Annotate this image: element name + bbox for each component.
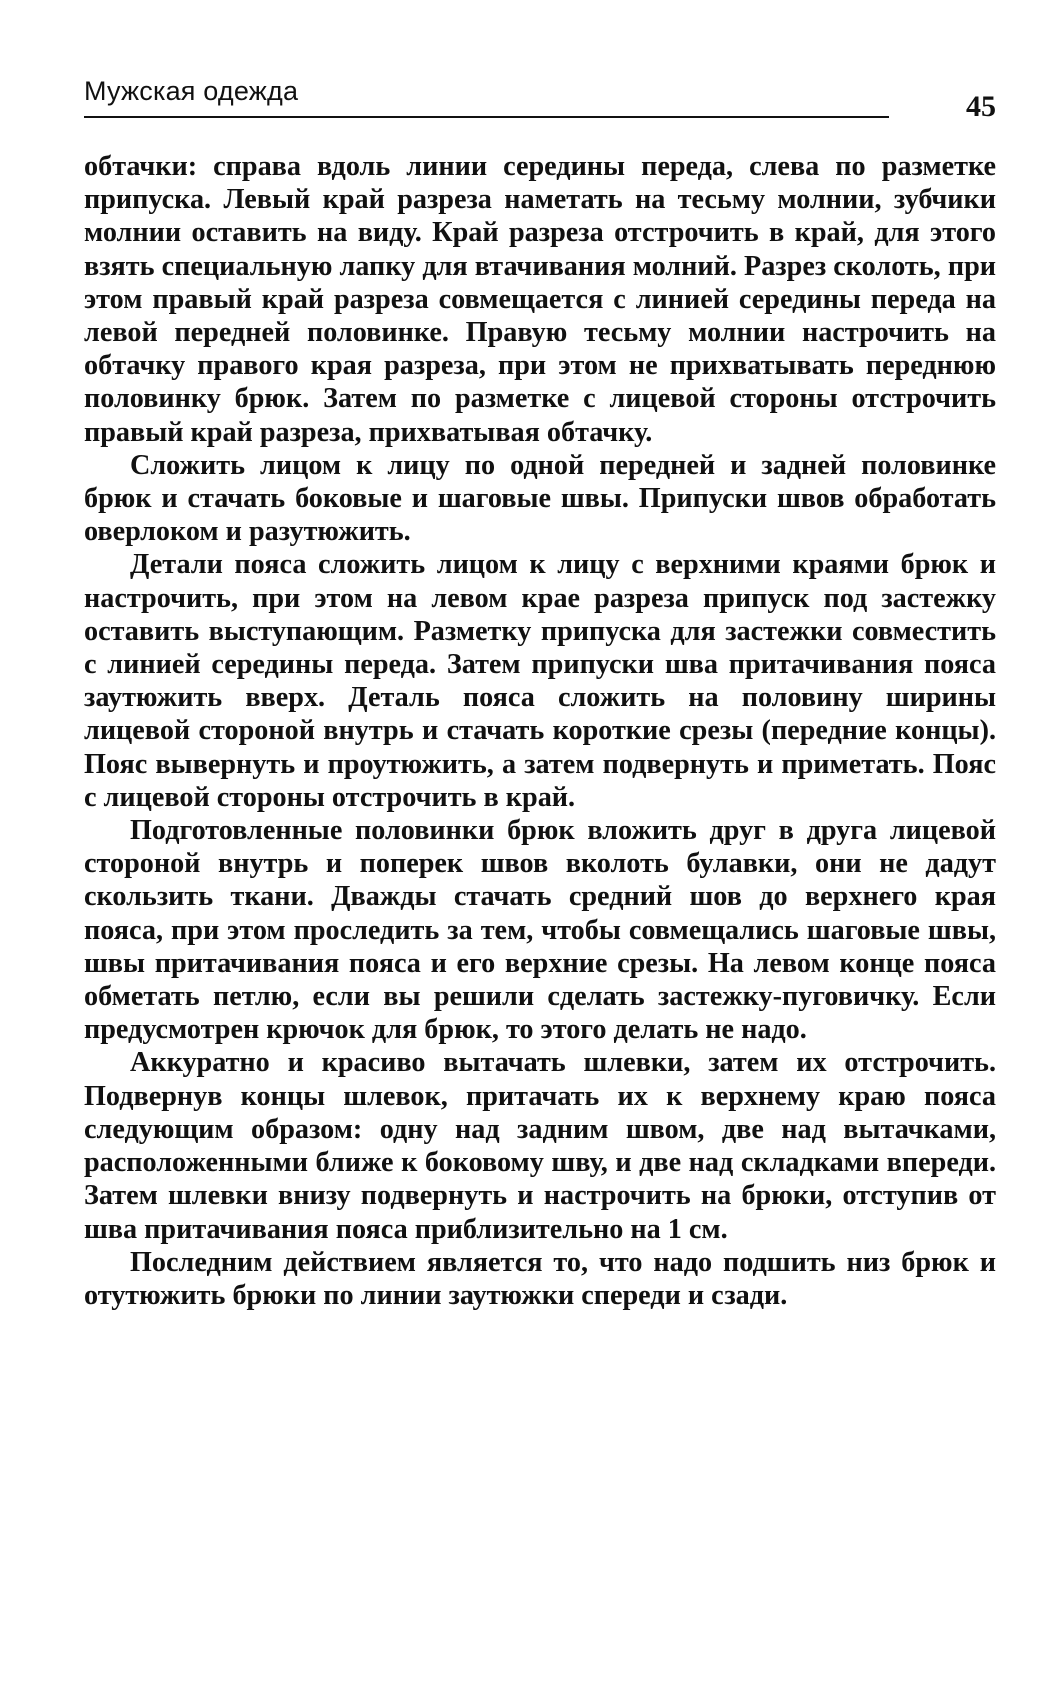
paragraph: Детали пояса сложить лицом к лицу с верхними краями брюк и настрочить, при этом на левом крае разреза припуск под застежку оставить выступающим. Разметку припуска для застежки совместить с линией середины переда. Затем припуски шва притачивания пояса заутюжить вверх. Деталь пояса сложить на половину ширины лицевой стороной внутрь и стачать короткие срезы (передние концы). Пояс вывернуть и проутюжить, а затем подвернуть и приметать. Пояс с лицевой стороны отстрочить в край. (84, 549, 996, 813)
page-header (84, 72, 996, 132)
header-rule (84, 116, 889, 118)
paragraph: Последним действием является то, что надо подшить низ брюк и отутюжить брюки по линии заутюжки спереди и сзади. (84, 1246, 996, 1311)
paragraph: Подготовленные половинки брюк вложить друг в друга лицевой стороной внутрь и поперек швов вколоть булавки, они не дадут скользить ткани. Дважды стачать средний шов до верхнего края пояса, при этом проследить за тем, чтобы совмещались шаговые швы, швы притачивания пояса и его верхние срезы. На левом конце пояса обметать петлю, если вы решили сделать застежку-пуговичку. Если предусмотрен крючок для брюк, то этого делать не надо. (84, 815, 996, 1046)
page-number: 45 (966, 90, 996, 123)
running-title: Мужская одежда (84, 76, 299, 106)
paragraph: Аккуратно и красиво вытачать шлевки, затем их отстрочить. Подвернув концы шлевок, притачать их к верхнему краю пояса следующим образом: одну над задним швом, две над вытачками, расположенными ближе к боковому шву, и две над складками впереди. Затем шлевки внизу подвернуть и настрочить на брюки, отступив от шва притачивания пояса приблизительно на 1 см. (84, 1047, 996, 1245)
body-text (84, 150, 996, 1312)
paragraph-continued: обтачки: справа вдоль линии середины переда, слева по разметке припуска. Левый край разреза наметать на тесьму молнии, зубчики молнии оставить на виду. Край разреза отстрочить в край, для этого взять специальную лапку для втачивания молний. Разрез сколоть, при этом правый край разреза совмещается с линией середины переда на левой передней половинке. Правую тесьму молнии настрочить на обтачку правого края разреза, при этом не прихватывать переднюю половинку брюк. Затем по разметке с лицевой стороны отстрочить правый край разреза, прихватывая обтачку. (84, 151, 996, 448)
paragraph: Сложить лицом к лицу по одной передней и задней половинке брюк и стачать боковые и шаговые швы. Припуски швов обработать оверлоком и разутюжить. (84, 449, 996, 548)
